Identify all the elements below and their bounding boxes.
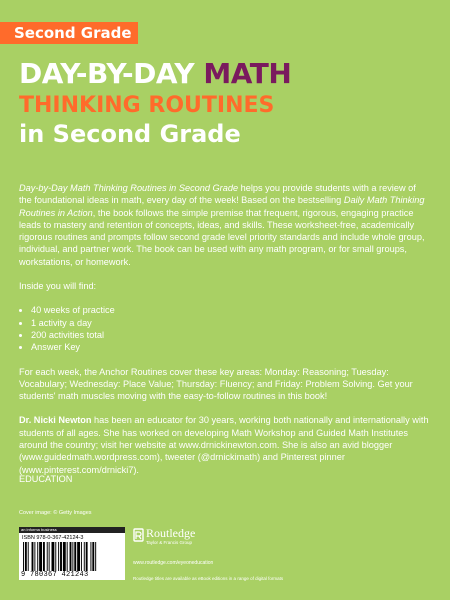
title-line-2: THINKING ROUTINES: [19, 93, 275, 118]
cover-credit: Cover image: © Getty Images: [19, 510, 92, 516]
ebook-note: Routledge titles are available as eBook editions in a range of digital formats: [133, 576, 284, 581]
author-name: Dr. Nicki Newton: [19, 415, 92, 426]
barcode-digits: 9 780367 421243: [21, 571, 89, 579]
category-label: EDUCATION: [19, 474, 73, 484]
publisher-name: Routledge: [146, 526, 196, 540]
intro-book-title: Day-by-Day Math Thinking Routines in Second Grade: [19, 183, 239, 193]
list-item: • 40 weeks of practice: [31, 304, 429, 316]
inside-list: [19, 304, 429, 353]
barcode-panel: [19, 527, 125, 580]
intro-bestseller-title: Daily Math Thinking Routines in Action: [19, 195, 425, 218]
author-paragraph: [19, 414, 429, 475]
isbn-text: ISBN 978-0-367-42124-3: [22, 535, 84, 541]
intro-paragraph: [19, 182, 429, 268]
intro-text-1: helps you provide students with a review of the foundational ideas in math, every day of the week! Based on the bestselling: [19, 183, 416, 206]
list-item: • 1 activity a day: [31, 317, 429, 329]
title-line-1: [19, 57, 291, 90]
barcode-header: an informa business: [19, 527, 125, 533]
grade-badge: Second Grade: [0, 22, 138, 44]
list-item: • 200 activities total: [31, 329, 429, 341]
description-body: [19, 182, 429, 488]
barcode-image: [23, 542, 121, 571]
anchor-paragraph: For each week, the Anchor Routines cover these key areas: Monday: Reasoning; Tuesday: Vocabulary; Wednesday: Place Value; Thursday: Fluency; and Friday: Problem Solving. Get your students' math muscles moving with the easy-to-follow routines in this book!: [19, 366, 413, 402]
routledge-logo-icon: [133, 528, 144, 542]
list-item: • Answer Key: [31, 341, 429, 353]
inside-heading: Inside you will find:: [19, 281, 97, 292]
title-line-3: in Second Grade: [19, 120, 241, 148]
title-math: MATH: [203, 57, 292, 90]
publisher-url: www.routledge.com/eyeoneducation: [133, 560, 214, 566]
publisher-group: Taylor & Francis Group: [146, 540, 193, 545]
intro-text-2: , the book follows the simple premise that frequent, rigorous, engaging practice leads to mastery and retention of concepts, ideas, and skills. These worksheet-free, academically rigorous routines and prompts follow second grade level priority standards and include whole group, individual, and partner work. The book can be used with any math program, or for small groups, workstations, or homework.: [19, 207, 425, 267]
title-day-by-day: DAY-BY-DAY: [19, 57, 195, 90]
author-bio: has been an educator for 30 years, working both nationally and internationally with students of all ages. She has worked on developing Math Workshop and Guided Math Institutes around the country; visit her website at www.drnickinewton.com. She is also an avid blogger (www.guidedmath.wordpress.com), tweeter (@drnickimath) and Pinterest pinner (www.pinterest.com/drnicki7).: [19, 415, 429, 475]
